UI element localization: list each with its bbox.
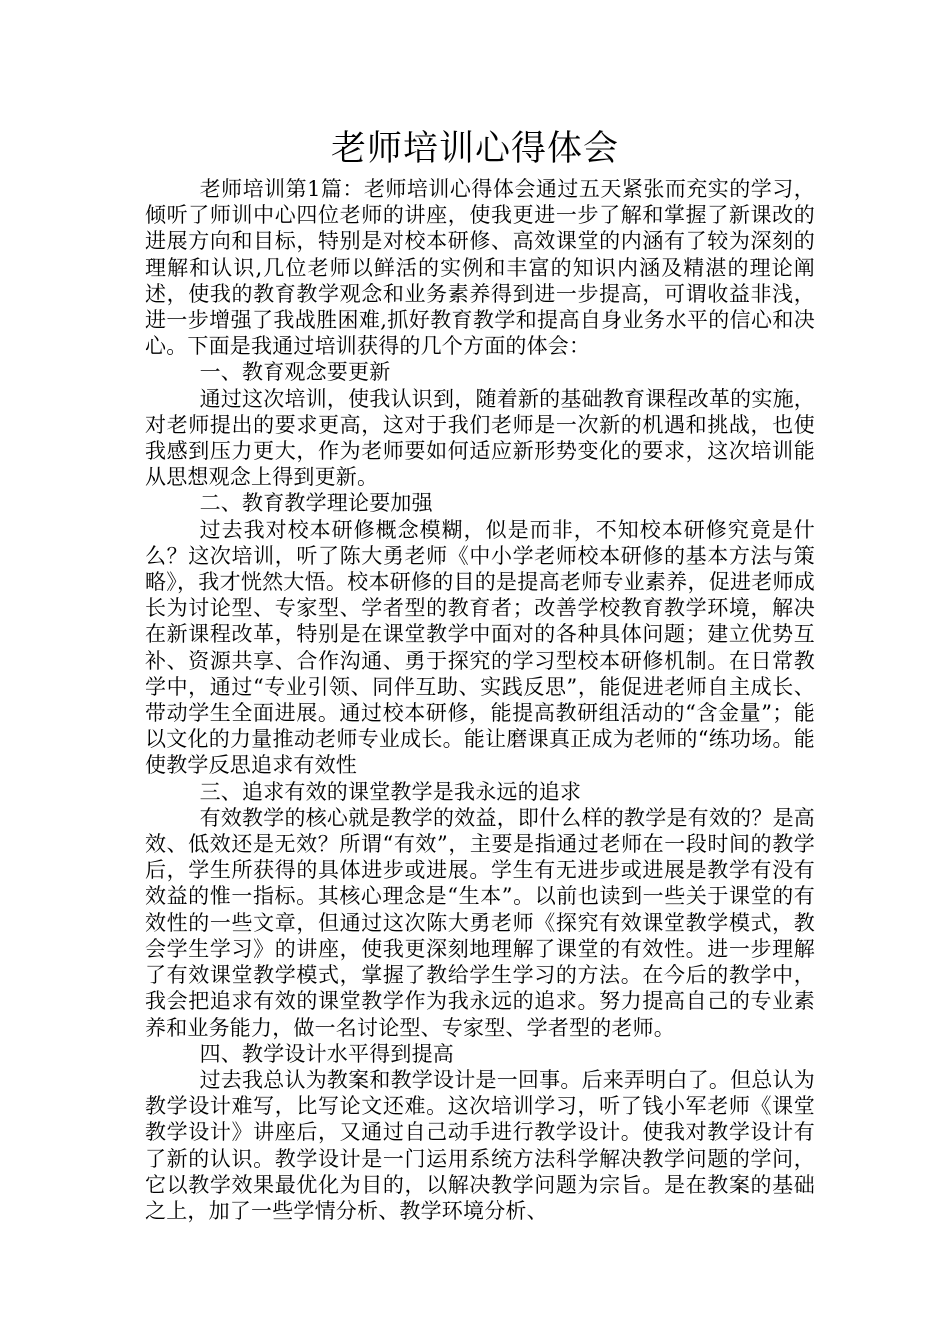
paragraph-section-4: 过去我总认为教案和教学设计是一回事。后来弄明白了。但总认为教学设计难写，比写论文还难。这次培训学习，听了钱小军老师《课堂教学设计》讲座后，又通过自己动手进行教学设计。使我对教学设计有了新的认识。教学设计是一门运用系统方法科学解决教学问题的学问，它以教学效果最优化为目的，以解决教学问题为宗旨。是在教案的基础之上，加了一些学情分析、教学环境分析、 <box>145 1067 815 1223</box>
section-heading-3: 三、追求有效的课堂教学是我永远的追求 <box>199 779 582 804</box>
section-heading-2: 二、教育教学理论要加强 <box>199 491 433 516</box>
paragraph-section-1: 通过这次培训，使我认识到，随着新的基础教育课程改革的实施，对老师提出的要求更高，这对于我们老师是一次新的机遇和挑战，也使我感到压力更大，作为老师要如何适应新形势变化的要求，这次培训能从思想观念上得到更新。 <box>145 386 815 490</box>
section-heading-1: 一、教育观念要更新 <box>199 360 391 385</box>
paragraph-section-3: 有效教学的核心就是教学的效益，即什么样的教学是有效的？是高效、低效还是无效？所谓“有效”，主要是指通过老师在一段时间的教学后，学生所获得的具体进步或进展。学生有无进步或进展是教学有没有效益的惟一指标。其核心理念是“生本”。以前也读到一些关于课堂的有效性的一些文章，但通过这次陈大勇老师《探究有效课堂教学模式，教会学生学习》的讲座，使我更深刻地理解了课堂的有效性。进一步理解了有效课堂教学模式，掌握了教给学生学习的方法。在今后的教学中，我会把追求有效的课堂教学作为我永远的追求。努力提高自己的专业素养和业务能力，做一名讨论型、专家型、学者型的老师。 <box>145 805 815 1040</box>
paragraph-intro: 老师培训第1篇：老师培训心得体会通过五天紧张而充实的学习，倾听了师训中心四位老师的讲座，使我更进一步了解和掌握了新课改的进展方向和目标，特别是对校本研修、高效课堂的内涵有了较为深刻的理解和认识,几位老师以鲜活的实例和丰富的知识内涵及精湛的理论阐述，使我的教育教学观念和业务素养得到进一步提高，可谓收益非浅，进一步增强了我战胜困难,抓好教育教学和提高自身业务水平的信心和决心。下面是我通过培训获得的几个方面的体会： <box>145 177 815 359</box>
section-heading-4: 四、教学设计水平得到提高 <box>199 1041 454 1066</box>
document-title: 老师培训心得体会 <box>330 129 619 169</box>
document-body <box>145 176 815 1224</box>
paragraph-section-2: 过去我对校本研修概念模糊，似是而非，不知校本研修究竟是什么？这次培训，听了陈大勇老师《中小学老师校本研修的基本方法与策略》，我才恍然大悟。校本研修的目的是提高老师专业素养，促进老师成长为讨论型、专家型、学者型的教育者；改善学校教育教学环境，解决在新课程改革，特别是在课堂教学中面对的各种具体问题；建立优势互补、资源共享、合作沟通、勇于探究的学习型校本研修机制。在日常教学中，通过“专业引领、同伴互助、实践反思”，能促进老师自主成长、带动学生全面进展。通过校本研修，能提高教研组活动的“含金量”；能以文化的力量推动老师专业成长。能让磨课真正成为老师的“练功场。能使教学反思追求有效性 <box>145 517 815 778</box>
